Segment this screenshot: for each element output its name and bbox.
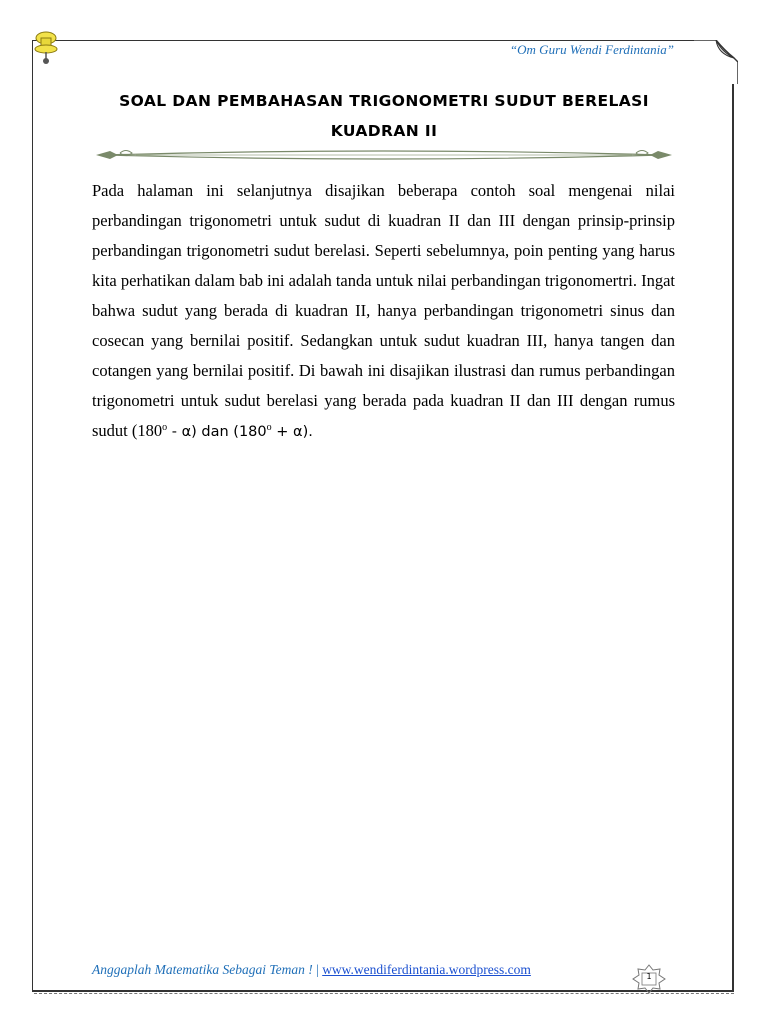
page-title xyxy=(80,86,688,146)
paragraph-main: Pada halaman ini selanjutnya disajikan beberapa contoh soal mengenai nilai perbandingan trigonometri untuk sudut di kuadran II dan III dengan prinsip-prinsip perbandingan trigonometri sudut berelasi. Seperti sebelumnya, poin penting yang harus kita perhatikan dalam bab ini adalah tanda untuk nilai perbandingan trigonomertri. Ingat bahwa sudut yang berada di kuadran II, hanya perbandingan trigonometri sinus dan cosecan yang bernilai positif. Sedangkan untuk sudut kuadran III, hanya tangen dan cotangen yang bernilai positif. Di bawah ini disajikan ilustrasi dan rumus perbandingan trigonometri untuk sudut berelasi yang berada pada kuadran II dan III dengan rumus sudut xyxy=(92,181,675,440)
page-number: 1 xyxy=(646,972,652,981)
degree-sign-1: o xyxy=(162,422,168,433)
degree-sign-2: o xyxy=(266,422,272,433)
divider-ornament xyxy=(96,144,672,166)
formula-end: + α). xyxy=(271,424,313,440)
footer-rule xyxy=(34,993,734,994)
header-quote: “Om Guru Wendi Ferdintania” xyxy=(509,42,674,57)
page-number-badge xyxy=(632,964,666,994)
footer-motto: Anggaplah Matematika Sebagai Teman ! xyxy=(92,962,313,977)
footer-separator: | xyxy=(312,962,323,977)
formula xyxy=(132,421,313,440)
title-line-2: KUADRAN II xyxy=(330,122,438,140)
footer-website-link[interactable]: www.wendiferdintania.wordpress.com xyxy=(322,962,531,977)
body-paragraph xyxy=(92,176,675,447)
title-line-1: SOAL DAN PEMBAHASAN TRIGONOMETRI SUDUT BERELASI xyxy=(119,92,649,110)
formula-open: (180 xyxy=(131,421,163,440)
formula-mid: - α) dan (180 xyxy=(167,424,267,440)
pushpin-icon xyxy=(30,30,62,66)
footer xyxy=(92,962,531,978)
page-curl-icon xyxy=(694,40,738,84)
